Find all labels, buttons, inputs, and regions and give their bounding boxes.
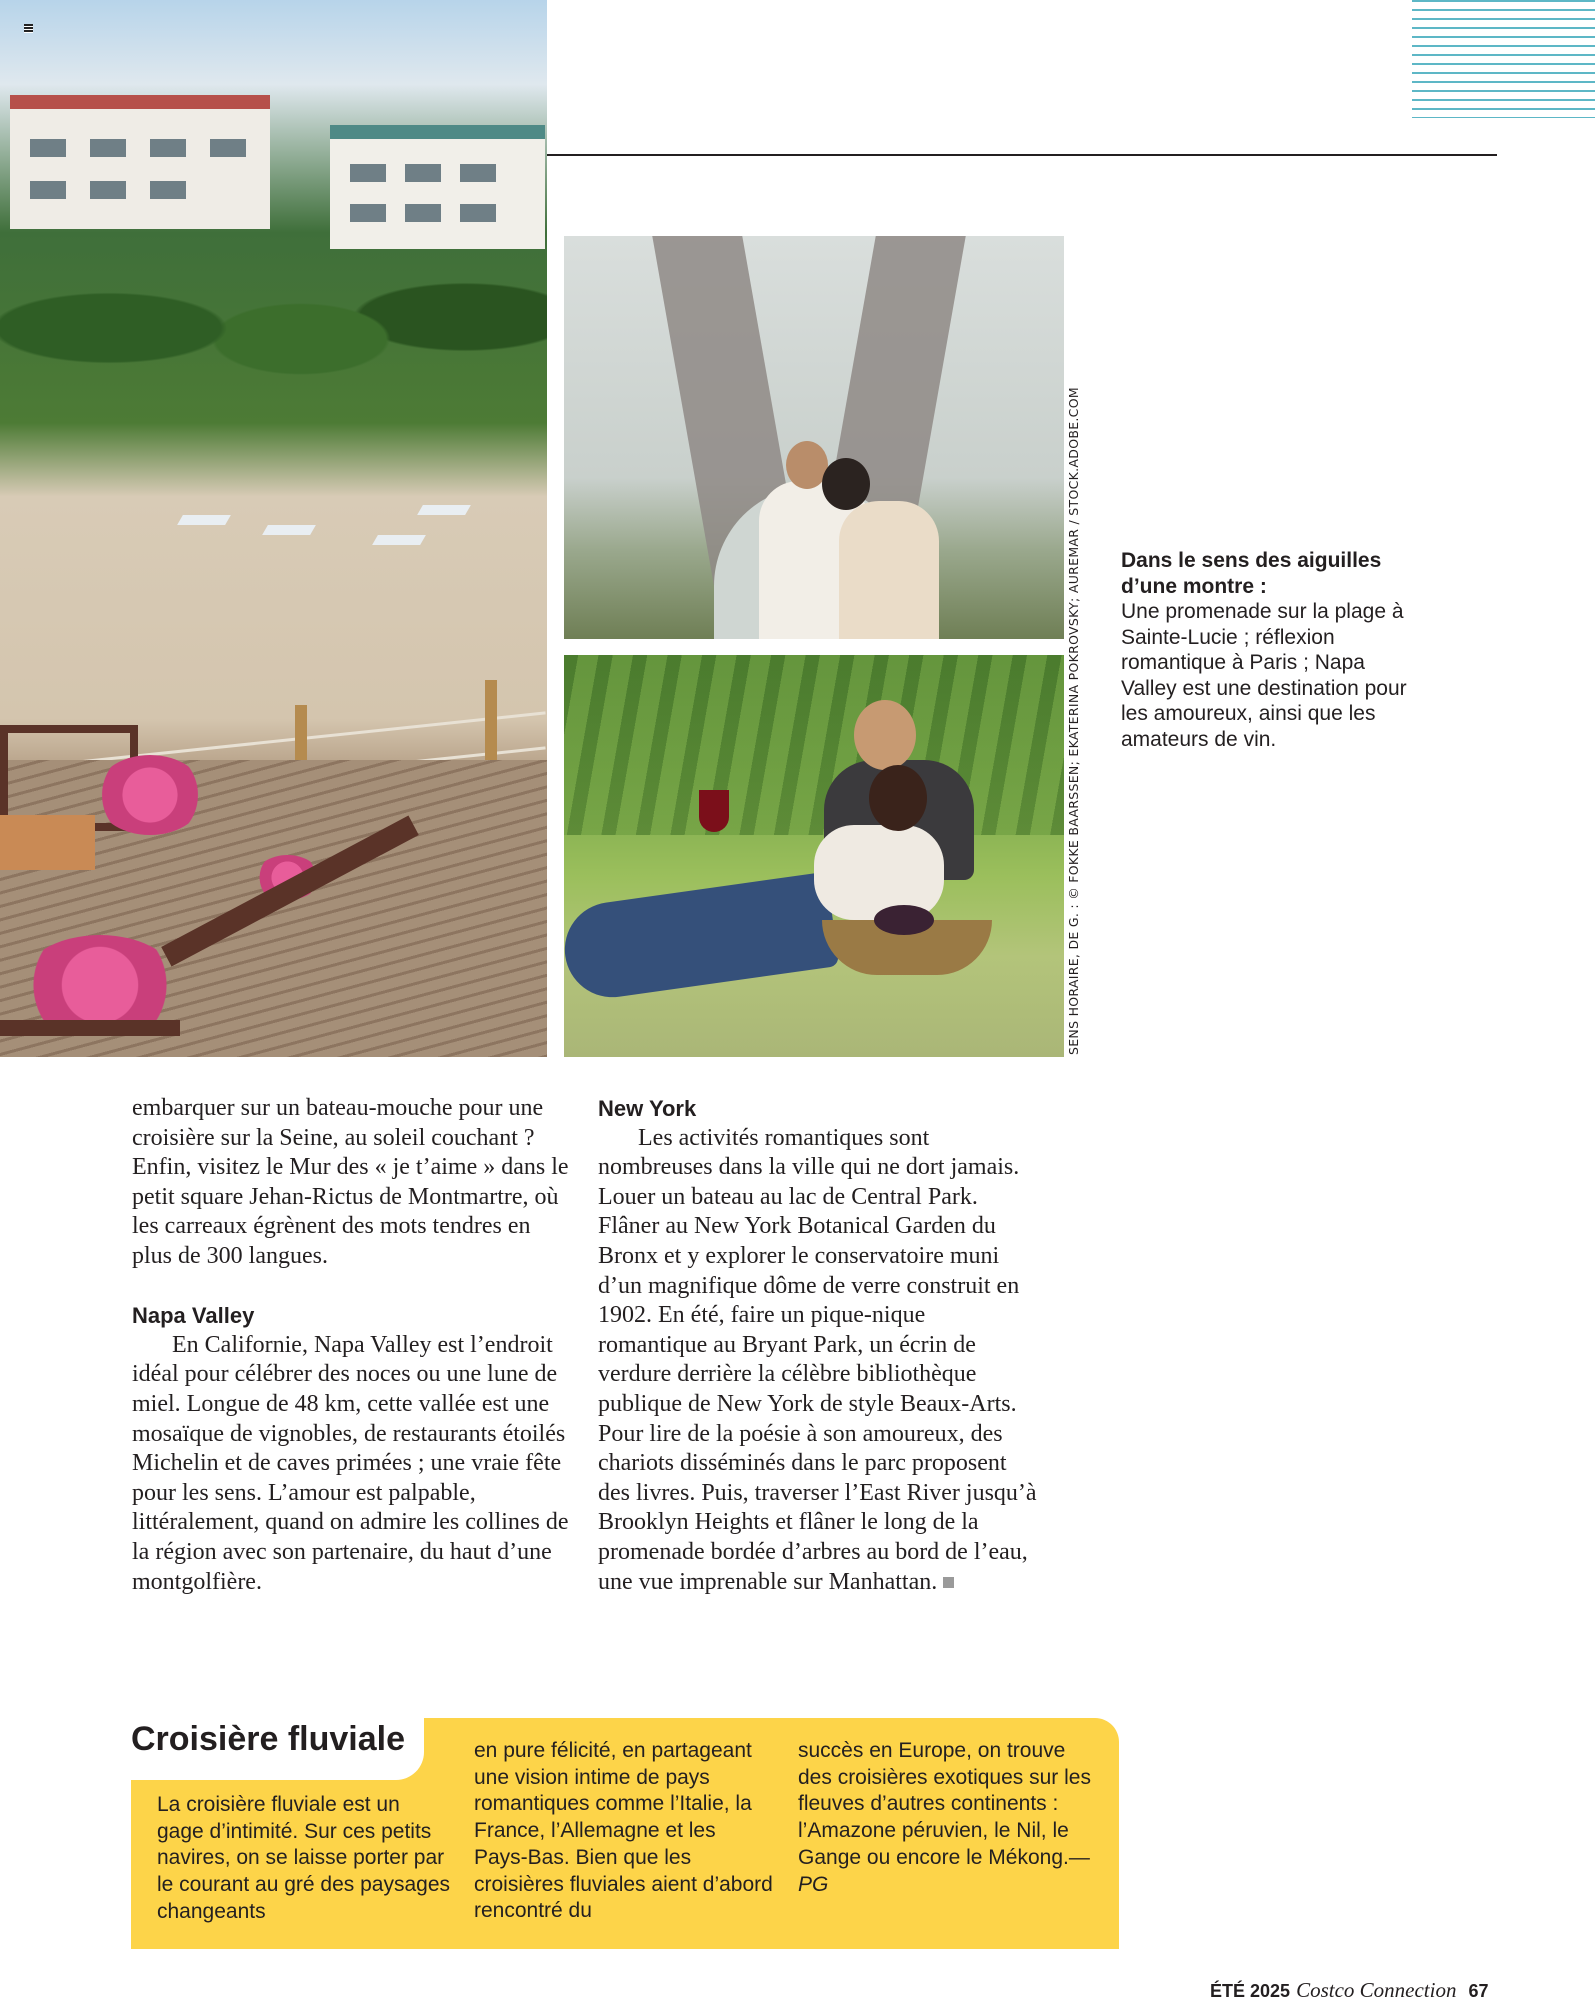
end-mark-icon: [943, 1577, 954, 1588]
menu-icon: [24, 24, 33, 33]
caption-lead: Dans le sens des aiguilles d’une montre :: [1121, 549, 1382, 598]
wine-glass: [699, 790, 729, 832]
paris-paragraph: embarquer sur un bateau-mouche pour une croisière sur la Seine, au soleil couchant ? Enfin, visitez le Mur des « je t’aime » dans le petit square Jehan-Rictus de Montmartre, où les carreaux égrènent des mots tendres en plus de 300 langues.: [132, 1095, 569, 1269]
beach-chair: [177, 515, 231, 525]
sidebar-signature: PG: [798, 1872, 829, 1896]
sidebar-column-1: La croisière fluviale est un gage d’intimité. Sur ces petits navires, on se laisse porter par le courant au gré des paysages changeants: [157, 1793, 451, 1923]
photo-napa-picnic: [564, 655, 1064, 1057]
sidebar-title: Croisière fluviale: [131, 1720, 406, 1758]
article-column-1: [132, 1094, 572, 1597]
palm-trees: [0, 240, 547, 460]
sidebar-column-3: [798, 1738, 1098, 1898]
flowers: [95, 755, 205, 835]
vineyard: [564, 655, 1064, 835]
photo-credit-text: SENS HORAIRE, DE G. : © FOKKE BAARSSEN; EKATERINA POKROVSKY; AUREMAR / STOCK.ADOBE.COM: [1066, 387, 1081, 1055]
napa-heading: Napa Valley: [132, 1303, 255, 1329]
resort-building: [10, 95, 270, 229]
decorative-stripes: [1412, 0, 1595, 118]
article-column-2: [598, 1094, 1038, 1597]
resort-building: [330, 125, 545, 249]
caption-text: Une promenade sur la plage à Sainte-Lucie ; réflexion romantique à Paris ; Napa Valley est une destination pour les amoureux, ainsi que les amateurs de vin.: [1121, 600, 1407, 751]
grapes: [874, 905, 934, 935]
stair-railing: [0, 1020, 180, 1036]
napa-paragraph: En Californie, Napa Valley est l’endroit idéal pour célébrer des noces ou une lune de miel. Longue de 48 km, cette vallée est une mosaïque de vignobles, de restaurants étoilés Michelin et de caves primées ; une vraie fête pour les sens. L’amour est palpable, littéralement, quand on admire les collines de la région avec son partenaire, du haut d’une montgolfière.: [132, 1331, 569, 1595]
woman: [814, 825, 944, 920]
page-footer: [1210, 1978, 1489, 2003]
woman-head: [869, 765, 927, 831]
man-head: [854, 700, 916, 770]
new-york-heading: New York: [598, 1096, 697, 1121]
beach-chair: [372, 535, 426, 545]
beach-chair: [417, 505, 471, 515]
beach-chair: [262, 525, 316, 535]
footer-season: ÉTÉ 2025: [1210, 1981, 1291, 2001]
photo-saint-lucia-beach: [0, 0, 547, 1057]
footer-magazine: Costco Connection: [1296, 1978, 1457, 2002]
sidebar-column-3-text: succès en Europe, on trouve des croisières exotiques sur les fleuves d’autres continents : l’Amazone péruvien, le Nil, le Gange ou encore le Mékong.—: [798, 1739, 1091, 1869]
photo-caption: [1121, 548, 1411, 752]
page-number: 67: [1468, 1981, 1489, 2001]
sidebar-column-2: en pure félicité, en partageant une vision intime de pays romantiques comme l’Italie, la France, l’Allemagne et les Pays-Bas. Bien que les croisières fluviales aient d’abord rencontré du: [474, 1739, 773, 1923]
legs: [564, 872, 839, 1004]
woman: [839, 501, 939, 639]
wooden-table: [0, 815, 95, 870]
new-york-paragraph: [598, 1124, 1038, 1598]
new-york-text: Les activités romantiques sont nombreuses dans la ville qui ne dort jamais. Louer un bateau au lac de Central Park. Flâner au New York Botanical Garden du Bronx et y explorer le conservatoire muni d’un magnifique dôme de verre construit en 1902. En été, faire un pique-nique romantique au Bryant Park, un écrin de verdure derrière la célèbre bibliothèque publique de New York de style Beaux-Arts. Pour lire de la poésie à son amoureux, des chariots disséminés dans le parc proposent des livres. Puis, traverser l’East River jusqu’à Brooklyn Heights et flâner le long de la promenade bordée d’arbres au bord de l’eau, une vue imprenable sur Manhattan.: [598, 1124, 1037, 1595]
top-rule: [547, 154, 1497, 156]
woman-head: [822, 458, 870, 510]
photo-paris-couple: [564, 236, 1064, 639]
